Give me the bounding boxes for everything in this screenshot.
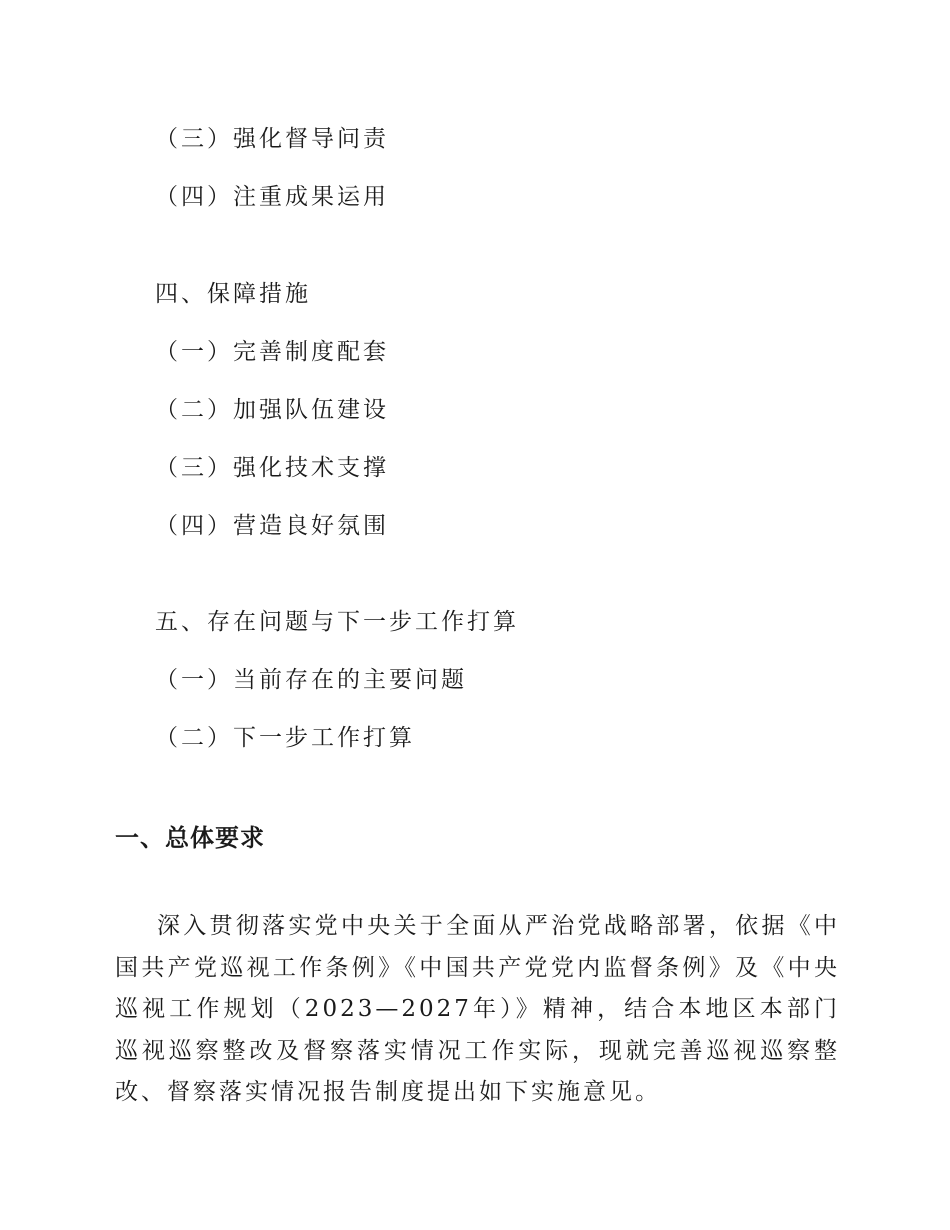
body-paragraph: 深入贯彻落实党中央关于全面从严治党战略部署，依据《中国共产党巡视工作条例》《中国共产党党内监督条例》及《中央巡视工作规划（2023—2027年）》精神，结合本地区本部门巡视巡察整改及督察落实情况工作实际，现就完善巡视巡察整改、督察落实情况报告制度提出如下实施意见。 (115, 913, 840, 1105)
toc-item-4-4: （四）营造良好氛围 (155, 513, 389, 539)
toc-item-5-2: （二）下一步工作打算 (155, 725, 415, 751)
toc-section-4-title: 四、保障措施 (155, 281, 311, 307)
toc-item-4-1: （一）完善制度配套 (155, 339, 389, 365)
toc-item-5-1: （一）当前存在的主要问题 (155, 667, 467, 693)
toc-item-3-4: （四）注重成果运用 (155, 184, 389, 210)
toc-item-4-3: （三）强化技术支撑 (155, 455, 389, 481)
toc-item-3-3: （三）强化督导问责 (155, 126, 389, 152)
toc-item-4-2: （二）加强队伍建设 (155, 397, 389, 423)
toc-section-5-title: 五、存在问题与下一步工作打算 (155, 609, 519, 635)
section-heading: 一、总体要求 (115, 824, 265, 852)
